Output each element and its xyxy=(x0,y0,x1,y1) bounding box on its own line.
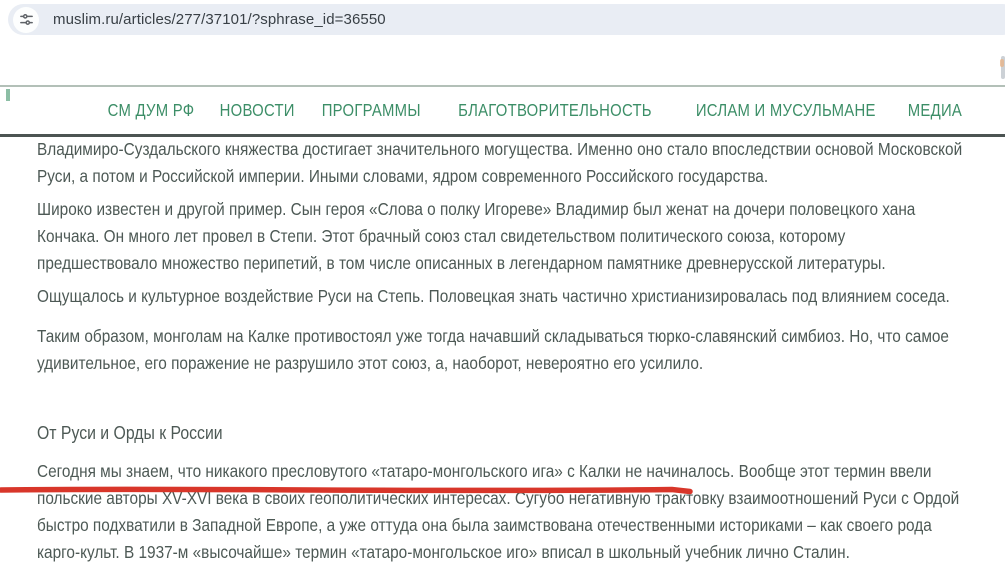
nav-item-blagotvoritelnost[interactable] xyxy=(441,100,669,121)
article-paragraph: Таким образом, монголам на Калке противостоял уже тогда начавший складываться тюрко-славянский симбиоз. Но, что самое удивительное, его поражение не разрушило этот союз, а, наоборот, невероятно его усилило. xyxy=(37,326,949,373)
nav-item-sm-dum-rf[interactable] xyxy=(100,100,202,121)
nav-left-accent xyxy=(6,89,10,101)
article-paragraph: Широко известен и другой пример. Сын героя «Слова о полку Игореве» Владимир был женат на дочери половецкого хана Кончака. Он много лет провел в Степи. Этот брачный союз стал свидетельством политического союза, которому предшествовало множество перипетий, в том числе описанных в легендарном памятнике древнерусской литературы. xyxy=(37,199,916,273)
site-settings-icon[interactable] xyxy=(13,7,39,33)
nav-item-media[interactable] xyxy=(903,100,967,121)
nav-item-label: МЕДИА xyxy=(907,100,963,120)
nav-item-label: ИСЛАМ И МУСУЛЬМАНЕ xyxy=(696,100,876,120)
nav-item-novosti[interactable] xyxy=(213,100,301,121)
article-subheading: От Руси и Орды к России xyxy=(37,423,223,443)
address-bar[interactable] xyxy=(8,4,1005,35)
nav-item-label: ПРОГРАММЫ xyxy=(321,100,421,120)
browser-toolbar xyxy=(0,0,1005,46)
nav-item-label: СМ ДУМ РФ xyxy=(107,100,195,120)
nav-item-label: НОВОСТИ xyxy=(219,100,296,120)
article-closing-paragraph: Сегодня мы знаем, что никакого пресловутого «татаро-монгольского ига» с Калки не начиналось. Вообще этот термин ввели польские авторы XV-XVI века в своих геополитических интересах. Сугубо негативную трактовку взаимоотношений Руси с Ордой быстро подхватили в Западной Европе, а уже оттуда она была заимствована отечественными историками – как своего рода карго-культ. В 1937-м «высочайше» термин «татаро-монгольское иго» вписал в школьный учебник лично Сталин. xyxy=(37,461,960,562)
scroll-indicator-dot xyxy=(1000,59,1004,67)
article-paragraph: Владимиро-Суздальского княжества достигает значительного могущества. Именно оно стало впоследствии основой Московской Руси, а потом и Российской империи. Иными словами, ядром современного Российского государства. xyxy=(37,139,963,186)
article-body xyxy=(0,139,1005,563)
nav-item-programmy[interactable] xyxy=(313,100,429,121)
nav-item-label: БЛАГОТВОРИТЕЛЬНОСТЬ xyxy=(458,100,652,120)
url-text[interactable]: muslim.ru/articles/277/37101/?sphrase_id=36550 xyxy=(53,11,386,28)
nav-item-islam-i-musulmane[interactable] xyxy=(680,100,892,121)
article-paragraph: Ощущалось и культурное воздействие Руси на Степь. Половецкая знать частично христианизировалась под влиянием соседа. xyxy=(37,286,950,306)
site-nav xyxy=(0,85,1005,137)
